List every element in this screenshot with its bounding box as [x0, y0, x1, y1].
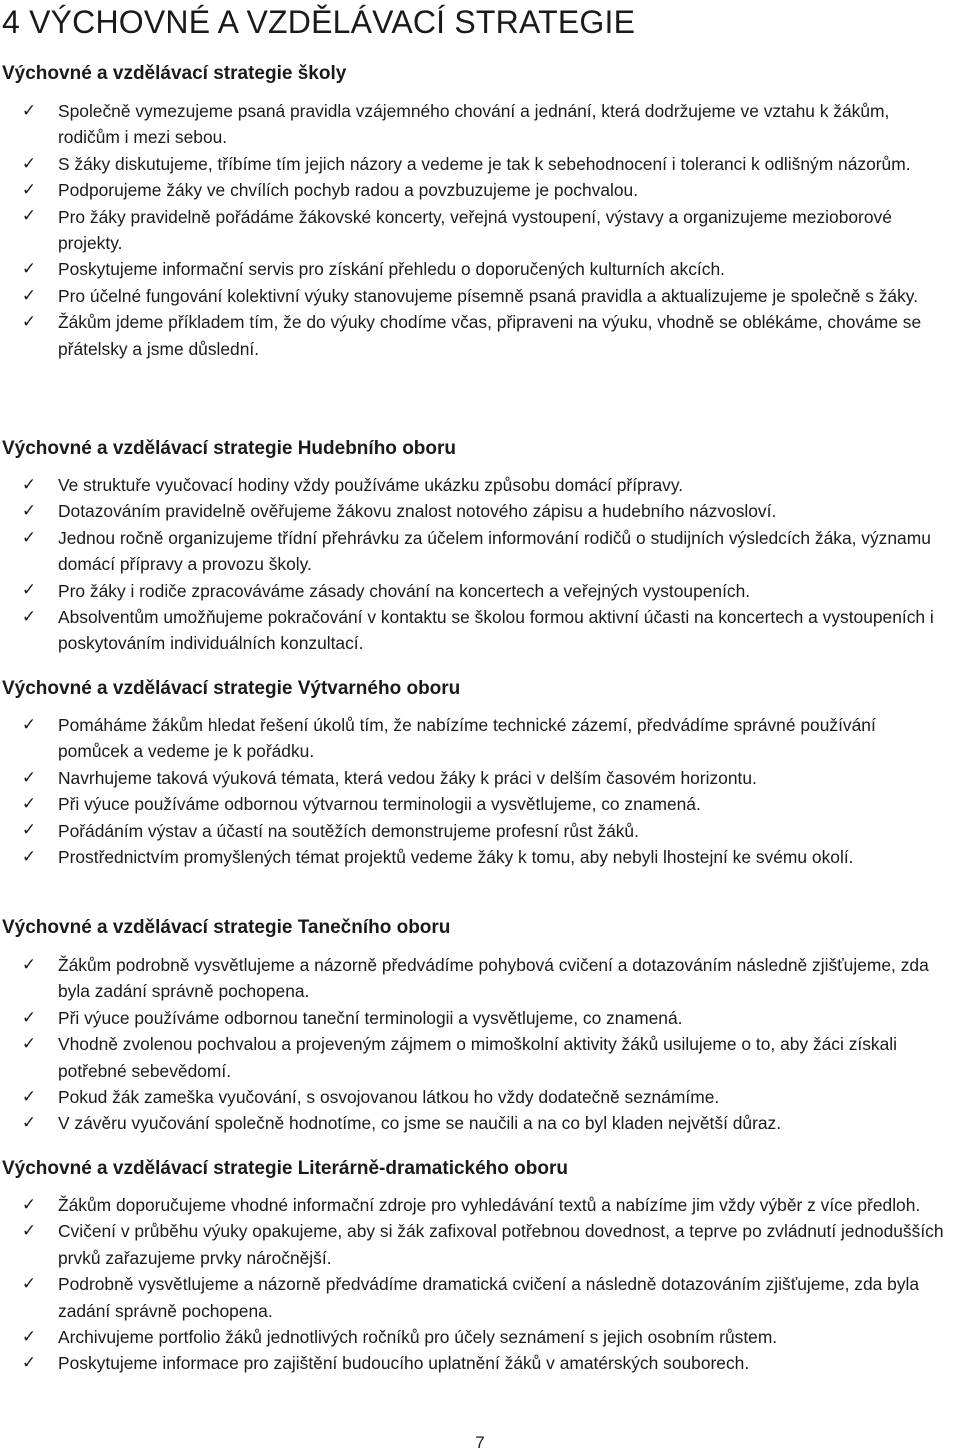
list-item [0, 1031, 960, 1084]
list-item [0, 498, 960, 524]
list-item-text: Jednou ročně organizujeme třídní přehrávku za účelem informování rodičů o studijních výsledcích žáka, významu domácí přípravy a provozu školy. [58, 527, 931, 575]
list-item [0, 952, 960, 1005]
list-item-text: Pro žáky i rodiče zpracováváme zásady chování na koncertech a veřejných vystoupeních. [58, 580, 751, 601]
list-item-text: Pro účelné fungování kolektivní výuky stanovujeme písemně psaná pravidla a aktualizujeme je společně s žáky. [58, 285, 919, 306]
checkmark-icon: ✓ [21, 606, 37, 627]
chapter-title: 4 VÝCHOVNÉ A VZDĚLÁVACÍ STRATEGIE [2, 4, 636, 40]
list-item [0, 151, 960, 177]
list-item-text: Pro žáky pravidelně pořádáme žákovské koncerty, veřejná vystoupení, výstavy a organizujeme mezioborové projekty. [58, 206, 892, 254]
checkmark-icon: ✓ [21, 1353, 37, 1374]
checkmark-icon: ✓ [21, 820, 37, 841]
checkmark-icon: ✓ [21, 1326, 37, 1347]
list-item [0, 1271, 960, 1324]
list-item-text: Ve struktuře vyučovací hodiny vždy používáme ukázku způsobu domácí přípravy. [58, 475, 684, 495]
list-item-text: Prostřednictvím promyšlených témat projektů vedeme žáky k tomu, aby nebyli lhostejní ke svému okolí. [58, 847, 854, 868]
checkmark-icon: ✓ [21, 474, 37, 495]
list-item-text: Navrhujeme taková výuková témata, která vedou žáky k práci v delším časovém horizontu. [58, 767, 757, 788]
list-item [0, 309, 960, 362]
list-item-text: Pořádáním výstav a účastí na soutěžích demonstrujeme profesní růst žáků. [58, 820, 639, 841]
checkmark-icon: ✓ [21, 767, 37, 788]
checkmark-icon: ✓ [21, 100, 37, 121]
checkmark-icon: ✓ [21, 1274, 37, 1295]
strategy-list-art [0, 712, 960, 870]
list-item-text: Absolventům umožňujeme pokračování v kontaktu se školou formou aktivní účasti na koncertech a vystoupeních i poskytováním individuálních konzultací. [58, 607, 934, 654]
list-item [0, 177, 960, 203]
list-item [0, 472, 960, 498]
list-item [0, 204, 960, 257]
checkmark-icon: ✓ [21, 1221, 37, 1242]
list-item [0, 578, 960, 604]
list-item [0, 1192, 960, 1218]
list-item-text: Podrobně vysvětlujeme a názorně předvádíme dramatická cvičení a následně dotazováním zjišťujeme, zda byla zadání správně pochopena. [58, 1274, 920, 1321]
checkmark-icon: ✓ [21, 285, 37, 306]
list-item-text: Podporujeme žáky ve chvílích pochyb radou a povzbuzujeme je pochvalou. [58, 180, 639, 201]
checkmark-icon: ✓ [21, 1113, 37, 1134]
list-item-text: Poskytujeme informační servis pro získání přehledu o doporučených kulturních akcích. [58, 259, 725, 280]
checkmark-icon: ✓ [21, 259, 37, 280]
checkmark-icon: ✓ [21, 1086, 37, 1107]
strategy-list-music [0, 472, 960, 657]
list-item [0, 256, 960, 282]
checkmark-icon: ✓ [21, 1194, 37, 1215]
list-item-text: Žákům jdeme příkladem tím, že do výuky chodíme včas, připraveni na výuku, vhodně se oblékáme, chováme se přátelsky a jsme důslední. [58, 312, 922, 359]
checkmark-icon: ✓ [21, 1034, 37, 1055]
list-item [0, 604, 960, 657]
checkmark-icon: ✓ [21, 527, 37, 548]
list-item-text: Žákům podrobně vysvětlujeme a názorně předvádíme pohybová cvičení a dotazováním následně zjišťujeme, zda byla zadání správně pochopena. [58, 955, 929, 1002]
list-item [0, 1084, 960, 1110]
list-item-text: Při výuce používáme odbornou výtvarnou terminologii a vysvětlujeme, co znamená. [58, 794, 701, 815]
list-item [0, 818, 960, 844]
list-item-text: S žáky diskutujeme, tříbíme tím jejich názory a vedeme je tak k sebehodnocení i toleranci k odlišným názorům. [58, 153, 911, 174]
list-item-text: Žákům doporučujeme vhodné informační zdroje pro vyhledávání textů a nabízíme jim vždy výběr z více předloh. [58, 1195, 921, 1215]
list-item-text: Při výuce používáme odbornou taneční terminologii a vysvětlujeme, co znamená. [58, 1007, 683, 1028]
section-heading-dance: Výchovné a vzdělávací strategie Tanečního oboru [2, 917, 451, 938]
checkmark-icon: ✓ [21, 580, 37, 601]
checkmark-icon: ✓ [21, 794, 37, 815]
checkmark-icon: ✓ [21, 846, 37, 867]
list-item [0, 712, 960, 765]
section-heading-music: Výchovné a vzdělávací strategie Hudebního oboru [2, 438, 457, 459]
list-item [0, 844, 960, 870]
list-item [0, 1350, 960, 1376]
checkmark-icon: ✓ [21, 206, 37, 227]
section-heading-drama: Výchovné a vzdělávací strategie Literárně-dramatického oboru [2, 1158, 568, 1179]
section-heading-school: Výchovné a vzdělávací strategie školy [2, 63, 347, 84]
strategy-list-school [0, 98, 960, 362]
list-item [0, 283, 960, 309]
list-item [0, 525, 960, 578]
list-item-text: Cvičení v průběhu výuky opakujeme, aby si žák zafixoval potřebnou dovednost, a teprve po zvládnutí jednodušších prvků zařazujeme prvky náročnější. [58, 1221, 944, 1268]
checkmark-icon: ✓ [21, 954, 37, 975]
list-item [0, 1110, 960, 1136]
section-heading-art: Výchovné a vzdělávací strategie Výtvarného oboru [2, 678, 461, 699]
list-item-text: Pomáháme žákům hledat řešení úkolů tím, že nabízíme technické zázemí, předvádíme správné používání pomůcek a vedeme je k pořádku. [58, 715, 876, 762]
checkmark-icon: ✓ [21, 501, 37, 522]
strategy-list-dance [0, 952, 960, 1137]
list-item-text: Vhodně zvolenou pochvalou a projeveným zájmem o mimoškolní aktivity žáků usilujeme o to, aby žáci získali potřebné sebevědomí. [58, 1034, 898, 1081]
list-item [0, 98, 960, 151]
checkmark-icon: ✓ [21, 180, 37, 201]
list-item-text: V závěru vyučování společně hodnotíme, co jsme se naučili a na co byl kladen největší důraz. [58, 1113, 782, 1134]
list-item [0, 765, 960, 791]
list-item-text: Dotazováním pravidelně ověřujeme žákovu znalost notového zápisu a hudebního názvosloví. [58, 501, 777, 522]
checkmark-icon: ✓ [21, 312, 37, 333]
list-item [0, 1005, 960, 1031]
page-number: 7 [475, 1433, 485, 1452]
list-item-text: Poskytujeme informace pro zajištění budoucího uplatnění žáků v amatérských souborech. [58, 1353, 750, 1374]
list-item [0, 1324, 960, 1350]
checkmark-icon: ✓ [21, 714, 37, 735]
list-item [0, 791, 960, 817]
list-item-text: Pokud žák zameška vyučování, s osvojovanou látkou ho vždy dodatečně seznámíme. [58, 1087, 720, 1108]
checkmark-icon: ✓ [21, 1007, 37, 1028]
checkmark-icon: ✓ [21, 153, 37, 174]
list-item-text: Archivujeme portfolio žáků jednotlivých ročníků pro účely seznámení s jejich osobním růstem. [58, 1327, 778, 1348]
strategy-list-drama [0, 1192, 960, 1377]
list-item [0, 1218, 960, 1271]
list-item-text: Společně vymezujeme psaná pravidla vzájemného chování a jednání, která dodržujeme ve vztahu k žákům, rodičům i mezi sebou. [58, 101, 890, 148]
